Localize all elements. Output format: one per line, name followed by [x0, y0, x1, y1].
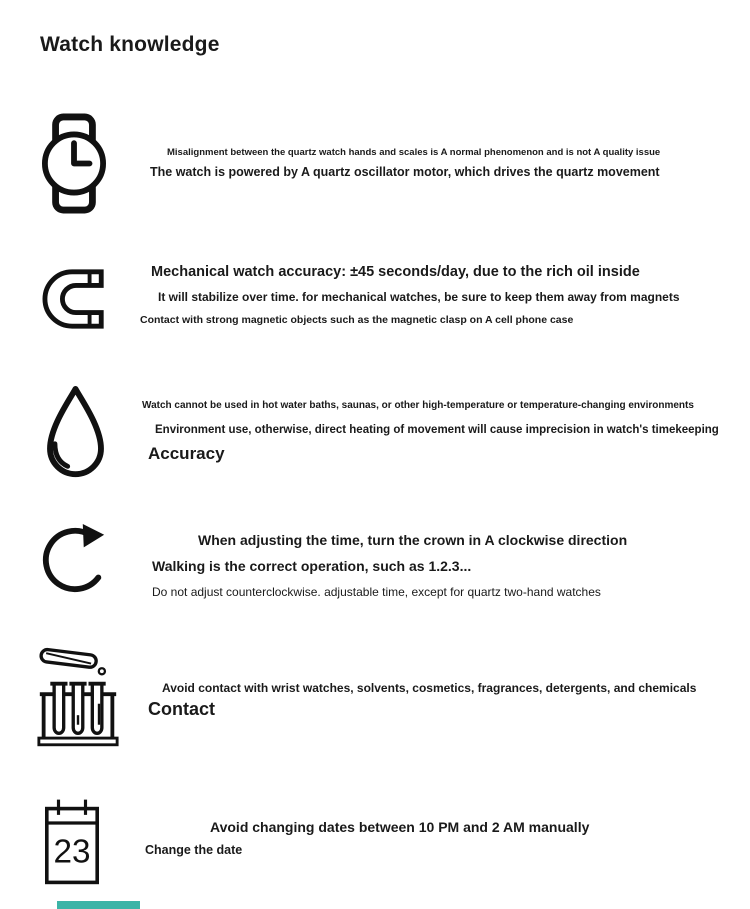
- footer-accent-bar: [57, 901, 140, 909]
- water-drop-icon: [38, 384, 113, 482]
- section-contact-note: Avoid contact with wrist watches, solvents, cosmetics, fragrances, detergents, and chemicals: [162, 681, 697, 695]
- magnet-icon: [40, 266, 112, 332]
- test-tubes-icon: [36, 646, 120, 750]
- section-magnet-note: Contact with strong magnetic objects such as the magnetic clasp on A cell phone case: [140, 314, 574, 326]
- section-quartz-headline: The watch is powered by A quartz oscillator motor, which drives the quartz movement: [150, 165, 660, 179]
- calendar-icon: [40, 796, 104, 886]
- section-temperature-note: Watch cannot be used in hot water baths, saunas, or other high-temperature or temperature-changing environments: [142, 400, 694, 411]
- section-contact-headline: Contact: [148, 699, 215, 719]
- section-temperature-headline: Accuracy: [148, 444, 225, 463]
- section-date-headline: Avoid changing dates between 10 PM and 2 AM manually: [210, 819, 590, 835]
- section-quartz-note: Misalignment between the quartz watch hands and scales is A normal phenomenon and is not A quality issue: [167, 147, 661, 158]
- section-adjust-headline: When adjusting the time, turn the crown in A clockwise direction: [198, 532, 628, 548]
- section-date-subline: Change the date: [145, 843, 243, 857]
- clockwise-arrow-icon: [40, 522, 110, 598]
- section-adjust-note: Do not adjust counterclockwise. adjustable time, except for quartz two-hand watches: [152, 585, 601, 599]
- section-magnet-subline: It will stabilize over time. for mechanical watches, be sure to keep them away from magnets: [158, 290, 680, 304]
- calendar-day-number: 23: [53, 833, 91, 871]
- section-adjust-subline: Walking is the correct operation, such as 1.2.3...: [152, 558, 472, 574]
- section-magnet-headline: Mechanical watch accuracy: ±45 seconds/day, due to the rich oil inside: [151, 264, 640, 280]
- page-title: Watch knowledge: [40, 33, 220, 56]
- section-temperature-subline: Environment use, otherwise, direct heating of movement will cause imprecision in watch's timekeeping: [155, 424, 719, 436]
- wristwatch-icon: [42, 112, 106, 215]
